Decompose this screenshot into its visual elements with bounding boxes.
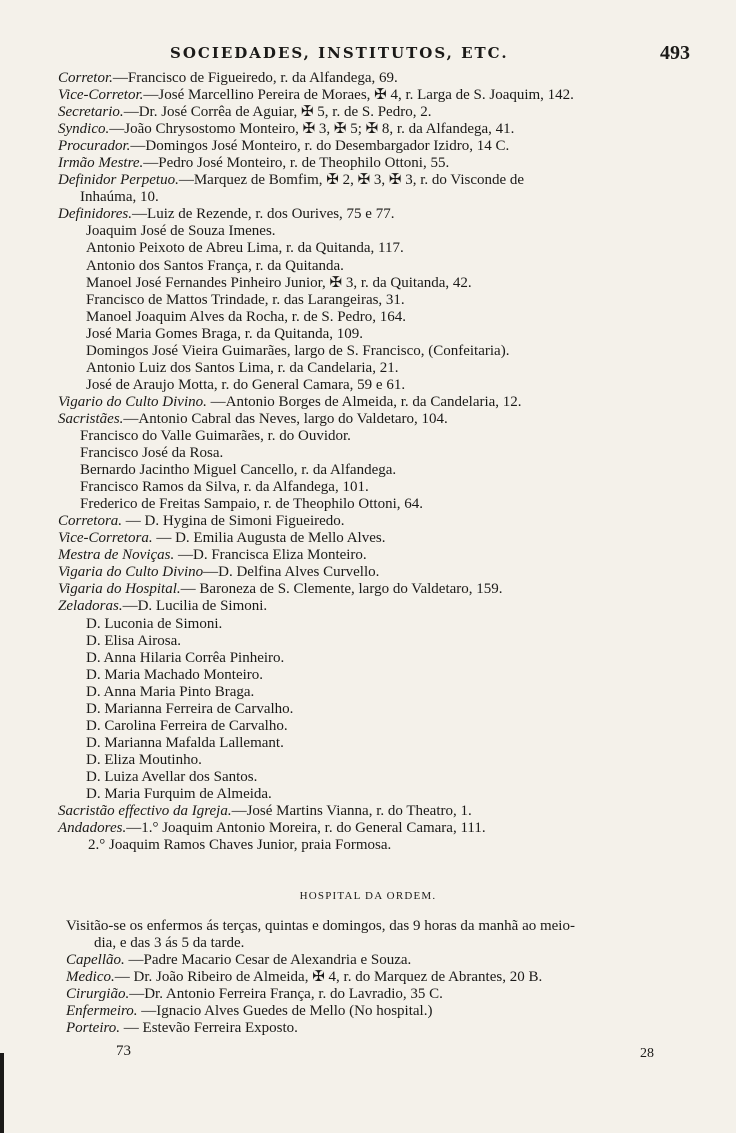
entry-line xyxy=(58,633,708,650)
entry-text: Manoel José Fernandes Pinheiro Junior, ✠ 3, r. da Quitanda, 42. xyxy=(86,274,472,291)
entry-text: D. Anna Hilaria Corrêa Pinheiro. xyxy=(86,649,285,666)
entry-line xyxy=(58,735,708,752)
entry-label: Zeladoras. xyxy=(58,598,123,615)
entry-line xyxy=(58,172,708,189)
entry-line xyxy=(58,206,708,223)
entry-line xyxy=(58,104,708,121)
page-number: 493 xyxy=(660,42,690,64)
signature-mark: 73 xyxy=(116,1043,131,1059)
entry-label: Corretor. xyxy=(58,70,113,86)
entry-text: Inhaúma, 10. xyxy=(80,189,159,206)
entry-text: —Pedro José Monteiro, r. de Theophilo Ottoni, 55. xyxy=(143,155,450,172)
entry-text: —Dr. José Corrêa de Aguiar, ✠ 5, r. de S. Pedro, 2. xyxy=(123,104,432,121)
section-title: HOSPITAL DA ORDEM. xyxy=(299,890,437,902)
entry-text: Antonio Peixoto de Abreu Lima, r. da Quitanda, 117. xyxy=(86,240,404,257)
hospital-line xyxy=(66,1003,706,1020)
hospital-line xyxy=(66,969,706,986)
entry-text: —1.° Joaquim Antonio Moreira, r. do General Camara, 111. xyxy=(126,820,486,837)
entry-line xyxy=(58,275,708,292)
entry-label: Vice-Corretora. xyxy=(58,530,153,547)
hospital-line xyxy=(66,986,706,1003)
entry-line xyxy=(58,786,708,803)
entry-text: Francisco do Valle Guimarães, r. do Ouvidor. xyxy=(80,427,351,444)
entry-text: —Domingos José Monteiro, r. do Desembargador Izidro, 14 C. xyxy=(130,138,510,155)
entry-label: Andadores. xyxy=(58,820,127,837)
entry-text: —Antonio Cabral das Neves, largo do Valdetaro, 104. xyxy=(123,410,448,427)
entry-line xyxy=(58,530,708,547)
entry-label: Medico. xyxy=(66,969,115,986)
entry-line xyxy=(58,223,708,240)
entry-text: — Estevão Ferreira Exposto. xyxy=(120,1020,298,1037)
entry-line xyxy=(58,155,708,172)
entry-line xyxy=(58,479,708,496)
entry-label: Vigaria do Culto Divino xyxy=(58,564,204,581)
entry-line xyxy=(58,360,708,377)
entry-text: —Ignacio Alves Guedes de Mello (No hospital.) xyxy=(137,1003,433,1020)
entry-text: —José Marcellino Pereira de Moraes, ✠ 4, r. Larga de S. Joaquim, 142. xyxy=(143,87,574,104)
entry-text: D. Anna Maria Pinto Braga. xyxy=(86,683,255,700)
entry-line xyxy=(58,769,708,786)
footer-number: 28 xyxy=(640,1046,654,1061)
entry-text: dia, e das 3 ás 5 da tarde. xyxy=(94,935,245,952)
entry-text: D. Elisa Airosa. xyxy=(86,632,181,649)
entry-label: Sacristão effectivo da Igreja. xyxy=(58,803,232,820)
entry-label: Procurador. xyxy=(58,138,131,155)
entry-text: —D. Lucilia de Simoni. xyxy=(122,598,268,615)
entry-text: —José Martins Vianna, r. do Theatro, 1. xyxy=(231,803,472,820)
entry-text: Manoel Joaquim Alves da Rocha, r. de S. Pedro, 164. xyxy=(86,308,406,325)
entry-line xyxy=(58,445,708,462)
entry-text: — D. Emilia Augusta de Mello Alves. xyxy=(152,530,386,547)
entry-line xyxy=(58,189,708,206)
entry-text: D. Maria Furquim de Almeida. xyxy=(86,785,272,802)
entry-text: Frederico de Freitas Sampaio, r. de Theophilo Ottoni, 64. xyxy=(80,496,423,513)
hospital-line xyxy=(66,935,706,952)
entry-label: Mestra de Noviças. xyxy=(58,547,175,564)
hospital-line xyxy=(66,1020,706,1037)
entry-label: Secretario. xyxy=(58,104,124,121)
entry-line xyxy=(58,837,708,854)
entry-text: —Padre Macario Cesar de Alexandria e Souza. xyxy=(124,952,412,969)
entry-line xyxy=(58,667,708,684)
entry-line xyxy=(58,326,708,343)
entry-line xyxy=(58,496,708,513)
entry-text: D. Marianna Mafalda Lallemant. xyxy=(86,734,284,751)
entry-text: — Dr. João Ribeiro de Almeida, ✠ 4, r. do Marquez de Abrantes, 20 B. xyxy=(114,969,543,986)
entry-label: Vigario do Culto Divino. xyxy=(58,393,207,410)
entry-line xyxy=(58,598,708,615)
entries-list xyxy=(58,70,708,854)
entry-line xyxy=(58,70,708,87)
entry-text: D. Eliza Moutinho. xyxy=(86,751,202,768)
entry-line xyxy=(58,650,708,667)
entry-text: Domingos José Vieira Guimarães, largo de S. Francisco, (Confeitaria). xyxy=(86,342,510,359)
entry-label: Sacristães. xyxy=(58,410,124,427)
hospital-line xyxy=(66,952,706,969)
entry-text: 2.° Joaquim Ramos Chaves Junior, praia Formosa. xyxy=(88,837,392,854)
entry-line xyxy=(58,240,708,257)
entry-label: Definidor Perpetuo. xyxy=(58,172,179,189)
entry-text: —Marquez de Bomfim, ✠ 2, ✠ 3, ✠ 3, r. do Visconde de xyxy=(178,172,525,189)
entry-text: Bernardo Jacintho Miguel Cancello, r. da Alfandega. xyxy=(80,462,397,479)
entry-text: Joaquim José de Souza Imenes. xyxy=(86,223,276,240)
entry-line xyxy=(58,292,708,309)
entry-text: Francisco José da Rosa. xyxy=(80,445,224,462)
entry-line xyxy=(58,343,708,360)
entry-text: D. Carolina Ferreira de Carvalho. xyxy=(86,717,288,734)
entry-line xyxy=(58,138,708,155)
page-header xyxy=(170,40,690,70)
entry-line xyxy=(58,87,708,104)
entry-label: Porteiro. xyxy=(66,1020,121,1037)
entry-label: Enfermeiro. xyxy=(66,1003,138,1020)
running-title: SOCIEDADES, INSTITUTOS, ETC. xyxy=(170,44,509,62)
entry-line xyxy=(58,513,708,530)
entry-text: D. Maria Machado Monteiro. xyxy=(86,666,264,683)
entry-line xyxy=(58,718,708,735)
entry-label: Capellão. xyxy=(66,952,125,969)
entry-label: Definidores. xyxy=(58,206,133,223)
entry-text: D. Luconia de Simoni. xyxy=(86,615,223,632)
entry-text: Francisco de Mattos Trindade, r. das Larangeiras, 31. xyxy=(86,291,405,308)
entry-text: —D. Delfina Alves Curvello. xyxy=(203,564,380,581)
entry-text: D. Marianna Ferreira de Carvalho. xyxy=(86,700,294,717)
entry-line xyxy=(58,684,708,701)
entry-label: Vice-Corretor. xyxy=(58,87,144,104)
entry-text: José Maria Gomes Braga, r. da Quitanda, 109. xyxy=(86,325,364,342)
entry-line xyxy=(58,411,708,428)
entry-label: Vigaria do Hospital. xyxy=(58,581,181,598)
entry-text: — D. Hygina de Simoni Figueiredo. xyxy=(122,513,345,530)
entry-label: Corretora. xyxy=(58,513,123,530)
entry-label: Irmão Mestre. xyxy=(58,155,144,172)
entry-text: Visitão-se os enfermos ás terças, quintas e domingos, das 9 horas da manhã ao meio- xyxy=(66,918,575,934)
entry-text: —Dr. Antonio Ferreira França, r. do Lavradio, 35 C. xyxy=(129,986,443,1003)
entry-text: —D. Francisca Eliza Monteiro. xyxy=(174,547,367,564)
entry-line xyxy=(58,752,708,769)
entry-line xyxy=(58,803,708,820)
entry-line xyxy=(58,462,708,479)
entry-line xyxy=(58,564,708,581)
entry-text: Antonio Luiz dos Santos Lima, r. da Candelaria, 21. xyxy=(86,359,399,376)
entry-text: — Baroneza de S. Clemente, largo do Valdetaro, 159. xyxy=(180,581,503,598)
entry-line xyxy=(58,121,708,138)
hospital-line xyxy=(66,918,706,935)
entry-text: —Francisco de Figueiredo, r. da Alfandega, 69. xyxy=(112,70,398,86)
entry-line xyxy=(58,394,708,411)
entry-text: —Luiz de Rezende, r. dos Ourives, 75 e 77. xyxy=(132,206,395,223)
entry-line xyxy=(58,581,708,598)
entry-line xyxy=(58,616,708,633)
entry-label: Cirurgião. xyxy=(66,986,130,1003)
entry-text: Francisco Ramos da Silva, r. da Alfandega, 101. xyxy=(80,479,369,496)
entry-line xyxy=(58,820,708,837)
entry-line xyxy=(58,547,708,564)
entry-text: —João Chrysostomo Monteiro, ✠ 3, ✠ 5; ✠ 8, r. da Alfandega, 41. xyxy=(109,121,515,138)
entry-text: D. Luiza Avellar dos Santos. xyxy=(86,768,258,785)
entry-text: Antonio dos Santos França, r. da Quitanda. xyxy=(86,257,344,274)
entry-line xyxy=(58,309,708,326)
entry-label: Syndico. xyxy=(58,121,110,138)
entry-line xyxy=(58,701,708,718)
entry-line xyxy=(58,258,708,275)
page-edge-shadow xyxy=(0,1053,4,1133)
entry-text: José de Araujo Motta, r. do General Camara, 59 e 61. xyxy=(86,376,406,393)
entry-line xyxy=(58,428,708,445)
entry-line xyxy=(58,377,708,394)
hospital-list xyxy=(66,918,706,1037)
entry-text: —Antonio Borges de Almeida, r. da Candelaria, 12. xyxy=(206,393,522,410)
